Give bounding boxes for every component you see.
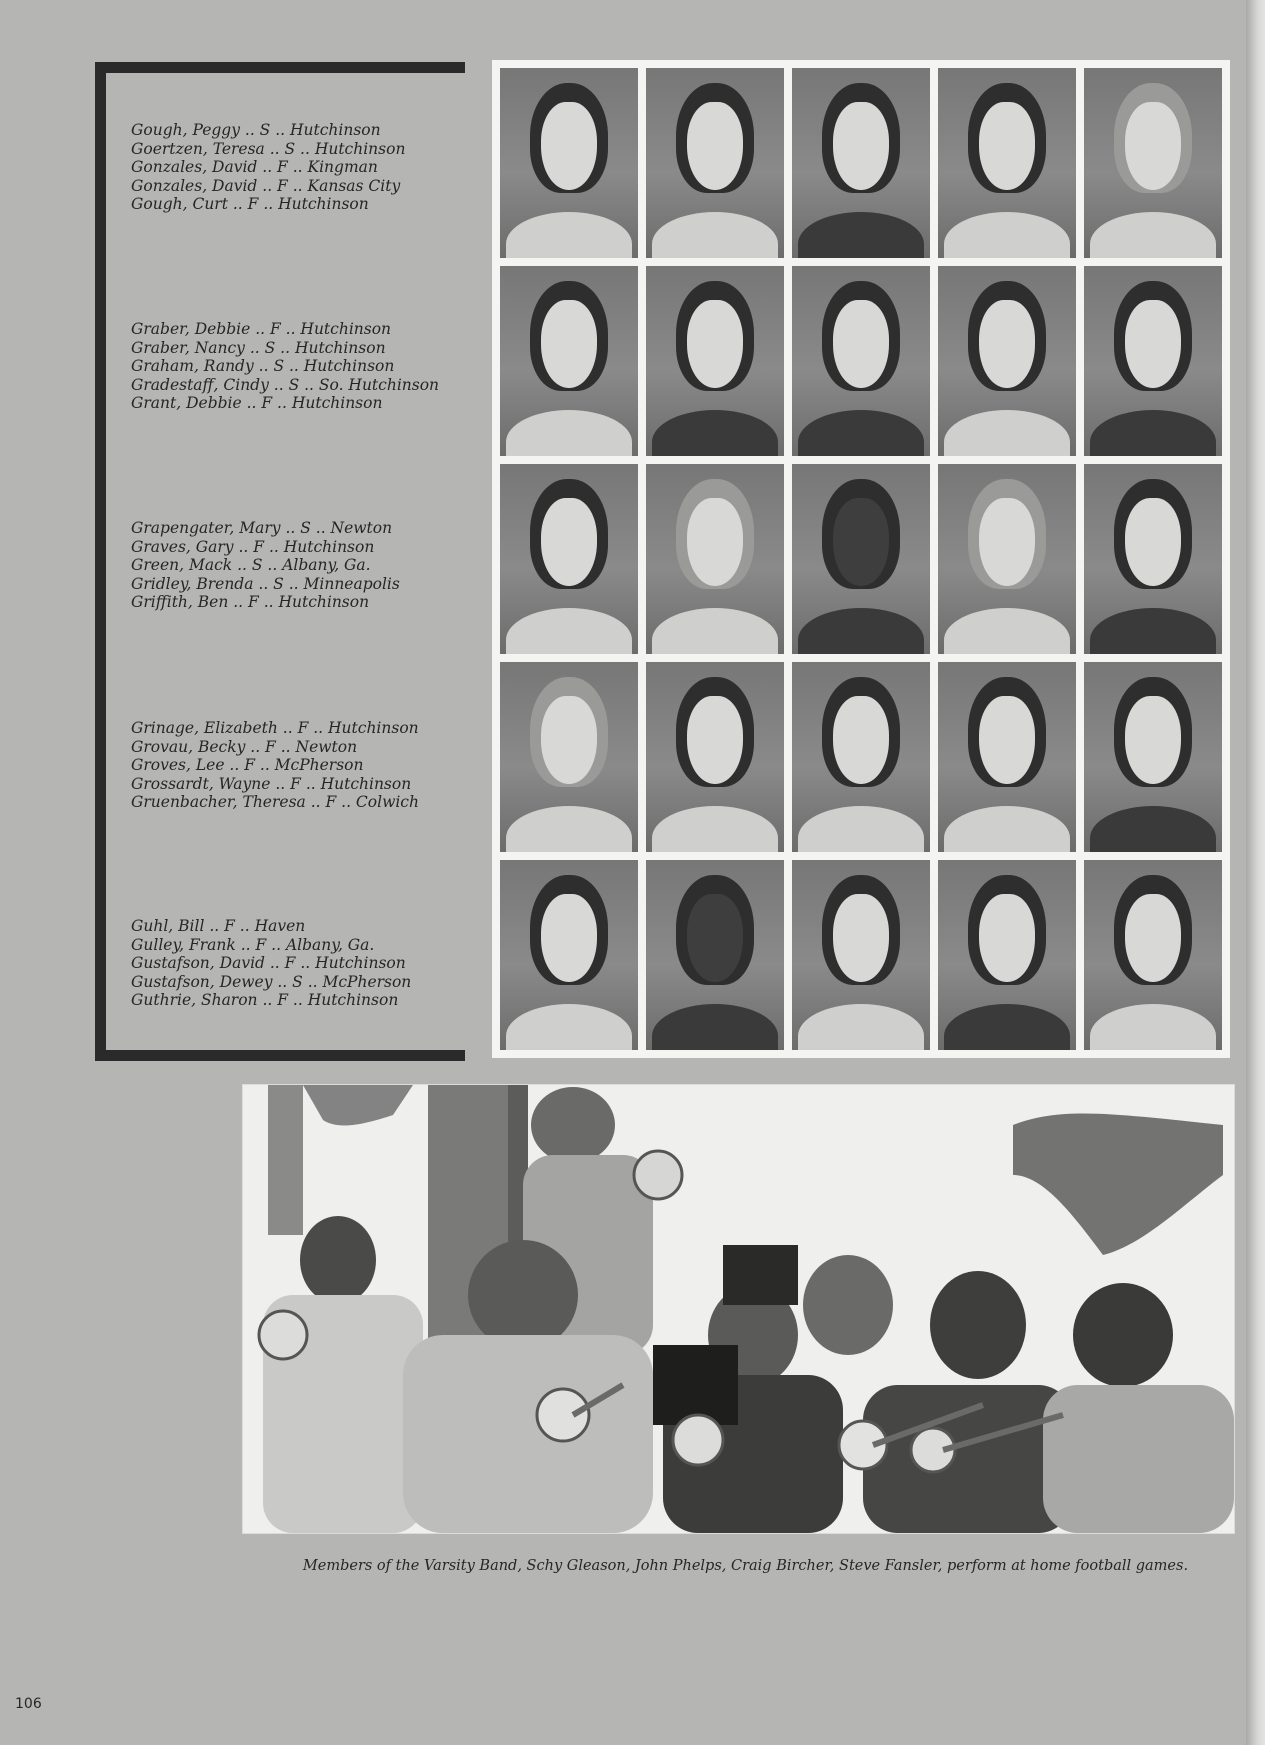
band-photo-illustration: [243, 1085, 1234, 1533]
portrait-photo: [1084, 662, 1222, 852]
portrait-photo: [646, 662, 784, 852]
name-group-4: [131, 719, 419, 812]
name-line: Green, Mack .. S .. Albany, Ga.: [131, 556, 371, 574]
name-group-2: [131, 320, 439, 413]
name-line: Gradestaff, Cindy .. S .. So. Hutchinson: [131, 375, 440, 394]
portrait-grid: [492, 60, 1230, 1058]
name-line: Guthrie, Sharon .. F .. Hutchinson: [131, 991, 399, 1009]
name-line: Gustafson, Dewey .. S .. McPherson: [131, 972, 412, 991]
name-line: Graber, Nancy .. S .. Hutchinson: [131, 338, 386, 357]
name-group-5: [131, 917, 411, 1010]
portrait-photo: [646, 68, 784, 258]
page-edge: [1246, 0, 1265, 1745]
portrait-photo: [938, 662, 1076, 852]
name-line: Graham, Randy .. S .. Hutchinson: [131, 357, 395, 375]
portrait-photo: [938, 266, 1076, 456]
name-line: Groves, Lee .. F .. McPherson: [131, 756, 364, 774]
portrait-photo: [646, 464, 784, 654]
portrait-photo: [500, 860, 638, 1050]
portrait-photo: [646, 266, 784, 456]
portrait-photo: [792, 662, 930, 852]
name-line: Gonzales, David .. F .. Kingman: [131, 158, 378, 176]
name-line: Grinage, Elizabeth .. F .. Hutchinson: [131, 719, 419, 737]
name-line: Gulley, Frank .. F .. Albany, Ga.: [131, 935, 375, 954]
portrait-photo: [500, 464, 638, 654]
portrait-photo: [938, 68, 1076, 258]
name-line: Gonzales, David .. F .. Kansas City: [131, 176, 401, 195]
name-line: Grossardt, Wayne .. F .. Hutchinson: [131, 774, 412, 793]
portrait-photo: [500, 266, 638, 456]
name-line: Grapengater, Mary .. S .. Newton: [131, 519, 393, 537]
portrait-photo: [646, 860, 784, 1050]
portrait-photo: [1084, 464, 1222, 654]
name-line: Goertzen, Teresa .. S .. Hutchinson: [131, 139, 406, 158]
portrait-photo: [938, 464, 1076, 654]
portrait-photo: [792, 68, 930, 258]
name-line: Guhl, Bill .. F .. Haven: [131, 917, 306, 935]
portrait-photo: [1084, 266, 1222, 456]
portrait-photo: [792, 266, 930, 456]
name-line: Grovau, Becky .. F .. Newton: [131, 737, 358, 756]
name-line: Gough, Curt .. F .. Hutchinson: [131, 195, 369, 213]
name-line: Graves, Gary .. F .. Hutchinson: [131, 537, 375, 556]
name-line: Gruenbacher, Theresa .. F .. Colwich: [131, 793, 419, 811]
photo-caption: Members of the Varsity Band, Schy Gleason, John Phelps, Craig Bircher, Steve Fansler, perform at home football games.: [302, 1558, 1189, 1574]
name-line: Graber, Debbie .. F .. Hutchinson: [131, 320, 392, 338]
name-line: Grant, Debbie .. F .. Hutchinson: [131, 394, 383, 412]
name-line: Gough, Peggy .. S .. Hutchinson: [131, 121, 381, 139]
name-line: Gustafson, David .. F .. Hutchinson: [131, 954, 406, 972]
portrait-photo: [792, 464, 930, 654]
name-line: Gridley, Brenda .. S .. Minneapolis: [131, 574, 400, 593]
band-photo: [242, 1084, 1235, 1534]
portrait-photo: [1084, 860, 1222, 1050]
portrait-photo: [938, 860, 1076, 1050]
portrait-photo: [500, 68, 638, 258]
page-number: 106: [15, 1696, 42, 1712]
portrait-photo: [792, 860, 930, 1050]
name-group-3: [131, 519, 400, 612]
portrait-photo: [500, 662, 638, 852]
name-group-1: [131, 121, 405, 214]
name-line: Griffith, Ben .. F .. Hutchinson: [131, 593, 370, 611]
portrait-photo: [1084, 68, 1222, 258]
